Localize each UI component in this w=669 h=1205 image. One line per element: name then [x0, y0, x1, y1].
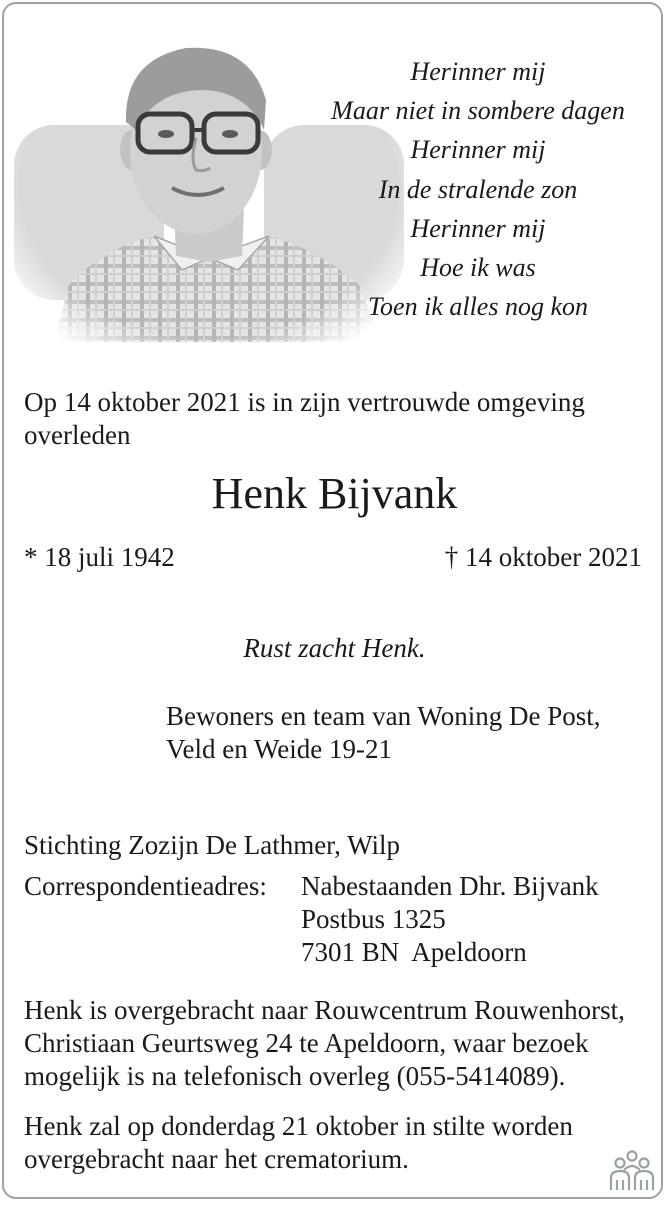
poem-line: Toen ik alles nog kon	[367, 292, 589, 322]
birth-date: * 18 juli 1942	[24, 542, 175, 572]
poem-line: Herinner mij	[410, 57, 546, 86]
senders	[166, 700, 601, 766]
sender-line: Bewoners en team van Woning De Post,	[166, 701, 601, 731]
poem-line: Hoe ik was	[420, 253, 536, 283]
address-line: Postbus 1325	[301, 904, 446, 934]
people-group-icon	[608, 1150, 656, 1192]
cremation-paragraph	[24, 1110, 654, 1176]
address-line: 7301 BN Apeldoorn	[301, 937, 527, 967]
poem-line: Herinner mij	[410, 213, 546, 243]
sender-line: Veld en Weide 19-21	[166, 734, 393, 764]
poem-line: In de stralende zon	[378, 174, 578, 204]
death-date: † 14 oktober 2021	[444, 542, 642, 572]
address-line: Nabestaanden Dhr. Bijvank	[301, 871, 599, 901]
paragraph-line: overgebracht naar het crematorium.	[24, 1144, 409, 1174]
correspondence-label: Correspondentieadres:	[24, 871, 267, 901]
poem-line: Maar niet in sombere dagen	[331, 96, 625, 126]
deceased-name: Henk Bijvank	[211, 469, 458, 518]
intro-line: overleden	[24, 420, 131, 450]
poem-line: Herinner mij	[410, 135, 546, 165]
rest-message: Rust zacht Henk.	[243, 633, 426, 663]
poem	[322, 52, 634, 326]
correspondence-address	[301, 870, 599, 969]
paragraph-line: Henk is overgebracht naar Rouwcentrum Rouwenhorst,	[24, 995, 625, 1025]
paragraph-line: Henk zal op donderdag 21 oktober in stilte worden	[24, 1111, 573, 1141]
intro-text	[24, 386, 644, 452]
visitation-paragraph	[24, 994, 654, 1093]
paragraph-line: Christiaan Geurtsweg 24 te Apeldoorn, waar bezoek	[24, 1028, 589, 1058]
intro-line: Op 14 oktober 2021 is in zijn vertrouwde omgeving	[24, 387, 585, 417]
paragraph-line: mogelijk is na telefonisch overleg (055-5414089).	[24, 1061, 566, 1091]
foundation-name: Stichting Zozijn De Lathmer, Wilp	[24, 830, 401, 860]
